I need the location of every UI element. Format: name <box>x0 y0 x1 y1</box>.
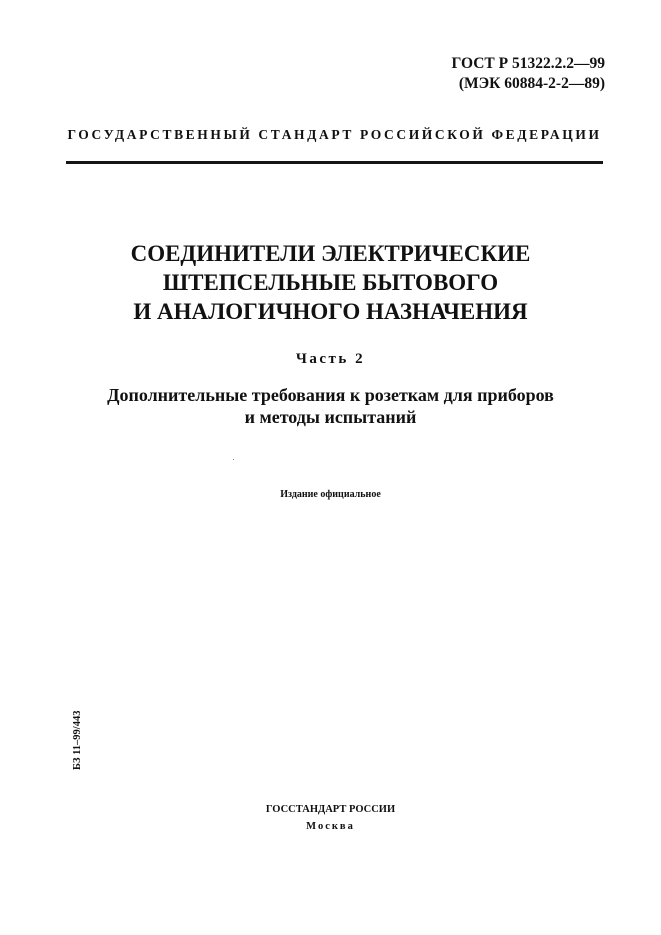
document-subtitle <box>0 384 661 428</box>
document-title <box>0 239 661 326</box>
title-line-3: И АНАЛОГИЧНОГО НАЗНАЧЕНИЯ <box>133 299 528 324</box>
header-divider <box>66 161 603 164</box>
publisher-name: ГОССТАНДАРТ РОССИИ <box>265 804 396 815</box>
state-standard-heading: ГОСУДАРСТВЕННЫЙ СТАНДАРТ РОССИЙСКОЙ ФЕДЕРАЦИИ <box>67 127 602 142</box>
title-line-1: СОЕДИНИТЕЛИ ЭЛЕКТРИЧЕСКИЕ <box>130 241 531 266</box>
gost-code: ГОСТ Р 51322.2.2—99 <box>451 55 605 72</box>
edition-label: Издание официальное <box>280 489 381 500</box>
subtitle-line-2: и методы испытаний <box>244 407 417 427</box>
iec-code: (МЭК 60884-2-2—89) <box>458 75 605 92</box>
title-line-2: ШТЕПСЕЛЬНЫЕ БЫТОВОГО <box>162 270 499 295</box>
document-code-block <box>452 54 605 94</box>
subtitle-line-1: Дополнительные требования к розеткам для приборов <box>107 385 554 405</box>
part-label: Часть 2 <box>295 351 366 367</box>
publisher-block <box>0 801 661 835</box>
side-catalog-code: БЗ 11–99/443 <box>72 710 83 770</box>
publisher-city: Москва <box>306 821 355 832</box>
scan-speck <box>233 459 234 460</box>
